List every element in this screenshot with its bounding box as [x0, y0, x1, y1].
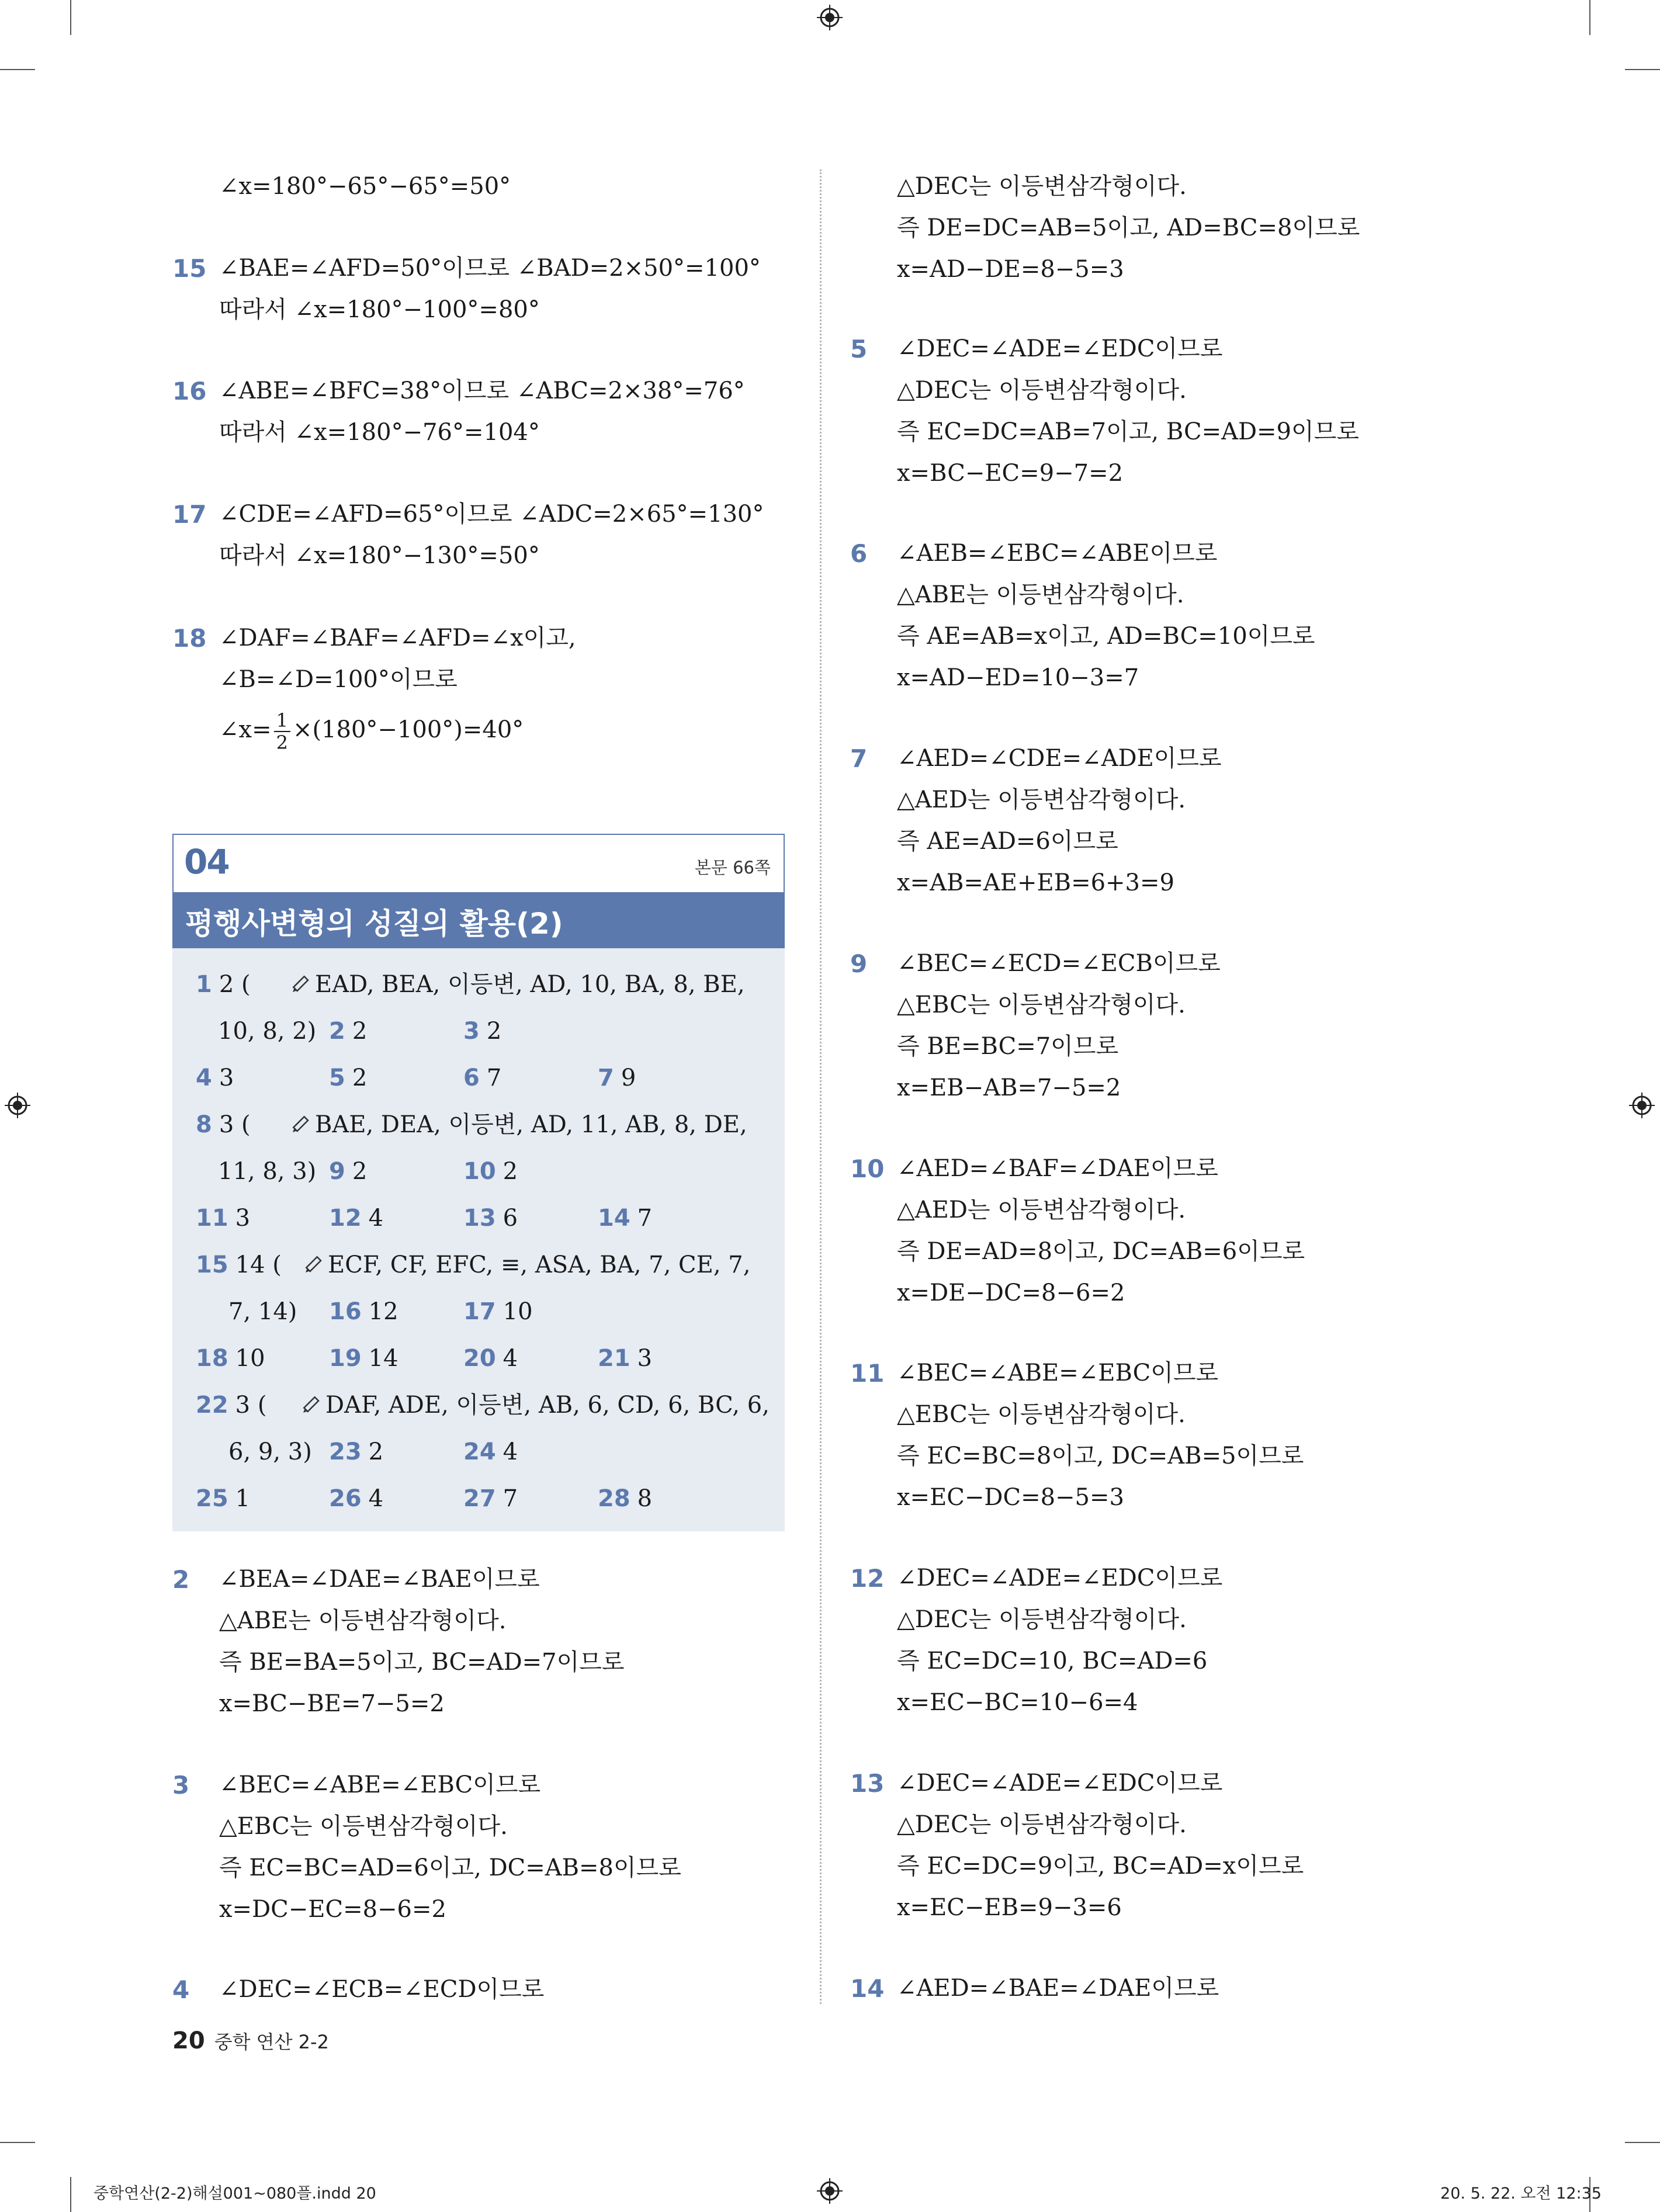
answer-item: [463, 1288, 533, 1335]
solution-line: ∠CDE=∠AFD=65°이므로 ∠ADC=2×65°=130°: [219, 501, 764, 528]
answer-hint-text: ECF, CF, EFC, ≡, ASA, BA, 7, CE, 7,: [328, 1251, 751, 1278]
solution-line: 즉 AE=AB=x이고, AD=BC=10이므로: [897, 623, 1315, 650]
answer-item: [196, 1475, 250, 1522]
solution-number: 2: [172, 1565, 190, 1594]
answer-row: [172, 1382, 785, 1429]
answer-item: [463, 1008, 501, 1055]
print-slug-file: 중학연산(2-2)해설001~080플.indd 20: [93, 2185, 376, 2203]
crop-mark: [0, 2142, 35, 2143]
answer-number: 20: [463, 1345, 496, 1372]
solution-number: 15: [172, 254, 207, 283]
answer-number: 16: [329, 1298, 362, 1325]
answer-row: [172, 1008, 785, 1055]
answer-box-header: [172, 834, 785, 893]
fraction: [274, 710, 290, 753]
answer-hint-text: DAF, ADE, 이등변, AB, 6, CD, 6, BC, 6,: [325, 1392, 770, 1419]
solution-line: x=EC−BC=10−6=4: [897, 1689, 1138, 1716]
crop-mark: [70, 0, 71, 35]
answer-value: 3: [637, 1345, 653, 1372]
print-slug-date: 20. 5. 22. 오전 12:35: [1440, 2185, 1602, 2203]
answer-value: 4: [502, 1345, 518, 1372]
solution-number: 9: [850, 949, 868, 978]
answer-row: [172, 1195, 785, 1242]
solution-line: 즉 AE=AD=6이므로: [897, 828, 1118, 855]
answer-value: 3: [235, 1205, 251, 1232]
answer-value: 7: [486, 1065, 502, 1091]
solution-line: 즉 BE=BA=5이고, BC=AD=7이므로: [219, 1649, 625, 1676]
answer-hint-text: BAE, DEA, 이등변, AD, 11, AB, 8, DE,: [315, 1111, 747, 1138]
answer-value: 3: [219, 1065, 234, 1091]
page-footer: [172, 2027, 329, 2054]
solution-line: x=AD−DE=8−5=3: [897, 256, 1124, 283]
answer-number: 28: [598, 1485, 630, 1512]
crop-mark: [0, 69, 35, 70]
answer-value: 14: [368, 1345, 398, 1372]
solution-line: △ABE는 이등변삼각형이다.: [897, 581, 1184, 608]
answer-item: [329, 1429, 383, 1475]
answer-row: [172, 1335, 785, 1382]
answer-item: [463, 1475, 518, 1522]
answer-row: [172, 1288, 785, 1335]
column-divider: [820, 169, 822, 2004]
answer-item: [598, 1475, 652, 1522]
answer-value: 10: [502, 1298, 533, 1325]
answer-number: 1: [196, 971, 212, 998]
pencil-icon: [289, 1112, 313, 1136]
answer-value: 2: [486, 1018, 502, 1045]
answer-item: [329, 1148, 367, 1195]
solution-line: ∠AED=∠CDE=∠ADE이므로: [897, 745, 1222, 772]
solution-line: x=AD−ED=10−3=7: [897, 664, 1139, 691]
solution-line: ∠AEB=∠EBC=∠ABE이므로: [897, 540, 1218, 567]
answer-number: 22: [196, 1392, 228, 1419]
answer-item: [228, 1288, 297, 1335]
answer-item: [463, 1429, 518, 1475]
answer-number: 24: [463, 1438, 496, 1465]
answer-row: [172, 1055, 785, 1101]
solution-number: 16: [172, 377, 207, 405]
answer-value: 2: [352, 1018, 368, 1045]
answer-number: 11: [196, 1205, 228, 1232]
answer-item: [196, 1242, 282, 1288]
answer-value: 2: [368, 1438, 384, 1465]
solution-line: ∠ABE=∠BFC=38°이므로 ∠ABC=2×38°=76°: [219, 377, 745, 404]
fraction-prefix: ∠x=: [219, 716, 272, 743]
solution-number: 14: [850, 1974, 885, 2003]
fraction-line: [219, 701, 786, 759]
answer-item: [463, 1055, 501, 1101]
answer-value: 4: [502, 1438, 518, 1465]
solution-line: x=BC−EC=9−7=2: [897, 460, 1124, 487]
answer-item: [329, 1008, 367, 1055]
registration-mark-icon: [817, 2178, 843, 2204]
answer-number: 12: [329, 1205, 362, 1232]
answer-hint: [289, 961, 745, 1008]
answer-number: 7: [598, 1065, 614, 1091]
answer-number: 19: [329, 1345, 362, 1372]
answer-item: [196, 1055, 234, 1101]
solution-line: ∠DEC=∠ADE=∠EDC이므로: [897, 1770, 1223, 1797]
book-title: 중학 연산 2-2: [214, 2031, 329, 2053]
answer-row: [172, 1242, 785, 1288]
answer-item: [196, 1101, 251, 1148]
crop-mark: [70, 2177, 71, 2212]
answer-value: 8: [637, 1485, 653, 1512]
solution-line: ∠DEC=∠ADE=∠EDC이므로: [897, 335, 1223, 362]
answer-number: 17: [463, 1298, 496, 1325]
pencil-icon: [302, 1253, 325, 1276]
answer-number: 5: [329, 1065, 345, 1091]
solution-number: 13: [850, 1769, 885, 1798]
solution-line: 즉 EC=DC=9이고, BC=AD=x이므로: [897, 1853, 1304, 1880]
answer-value: 3 (: [235, 1392, 267, 1419]
answer-hint: [289, 1101, 747, 1148]
answer-number: 6: [463, 1065, 480, 1091]
solution-line: ∠AED=∠BAE=∠DAE이므로: [897, 1975, 1219, 2002]
answer-item: [329, 1195, 383, 1242]
solution-line: x=DE−DC=8−6=2: [897, 1280, 1125, 1306]
answer-value: 1: [235, 1485, 251, 1512]
solution-number: 10: [850, 1154, 885, 1183]
answer-number: 13: [463, 1205, 496, 1232]
solution-line: 즉 EC=DC=10, BC=AD=6: [897, 1648, 1208, 1674]
answer-hint: [300, 1382, 770, 1429]
registration-mark-icon: [817, 5, 843, 30]
solution-line: 즉 DE=DC=AB=5이고, AD=BC=8이므로: [897, 214, 1360, 241]
answer-item: [463, 1335, 518, 1382]
answer-value: 2: [352, 1158, 368, 1185]
solution-line: 따라서 ∠x=180°−76°=104°: [219, 419, 540, 446]
solution-number: 6: [850, 539, 868, 568]
answer-value: 4: [368, 1205, 384, 1232]
answer-box: [172, 834, 785, 1531]
answer-value: 7: [502, 1485, 518, 1512]
answer-item: [196, 1382, 266, 1429]
answer-value: 2: [502, 1158, 518, 1185]
answer-item: [218, 1008, 316, 1055]
solution-line: 즉 DE=AD=8이고, DC=AB=6이므로: [897, 1238, 1305, 1265]
answer-value: 3 (: [219, 1111, 251, 1138]
answer-row: [172, 1429, 785, 1475]
solution-line: ∠DEC=∠ADE=∠EDC이므로: [897, 1565, 1223, 1592]
section-number: 04: [184, 842, 229, 882]
answer-row: [172, 1475, 785, 1522]
fraction-suffix: ×(180°−100°)=40°: [292, 716, 524, 743]
answer-item: [196, 1195, 250, 1242]
answer-row: [172, 961, 785, 1008]
answer-list: [172, 948, 785, 1531]
solution-line: ∠BEA=∠DAE=∠BAE이므로: [219, 1566, 540, 1593]
solution-line: 따라서 ∠x=180°−130°=50°: [219, 542, 540, 569]
solution-line: △ABE는 이등변삼각형이다.: [219, 1607, 507, 1634]
answer-number: 27: [463, 1485, 496, 1512]
solution-line: ∠BAE=∠AFD=50°이므로 ∠BAD=2×50°=100°: [219, 255, 761, 282]
crop-mark: [1589, 0, 1590, 35]
answer-value: 14 (: [235, 1251, 282, 1278]
solution-line: △EBC는 이등변삼각형이다.: [219, 1813, 508, 1840]
solution-number: 12: [850, 1564, 885, 1593]
answer-value: 6: [502, 1205, 518, 1232]
answer-value: 9: [621, 1065, 636, 1091]
solution-line: ∠BEC=∠ABE=∠EBC이므로: [897, 1360, 1219, 1386]
solution-line: ∠B=∠D=100°이므로: [219, 666, 458, 693]
solution-line: 즉 EC=BC=AD=6이고, DC=AB=8이므로: [219, 1854, 681, 1881]
continued-lines: [897, 166, 1505, 290]
solution-number: 18: [172, 624, 207, 653]
answer-item: [218, 1148, 316, 1195]
answer-number: 10: [463, 1158, 496, 1185]
solution-line: △DEC는 이등변삼각형이다.: [897, 173, 1187, 200]
registration-mark-icon: [5, 1093, 30, 1118]
page-number: 20: [172, 2027, 205, 2054]
solution-line: 즉 EC=BC=8이고, DC=AB=5이므로: [897, 1443, 1304, 1469]
answer-item: [196, 1335, 265, 1382]
answer-number: 2: [329, 1018, 345, 1045]
answer-item: [196, 961, 251, 1008]
answer-number: 25: [196, 1485, 228, 1512]
answer-value: 2: [352, 1065, 368, 1091]
answer-value: 6, 9, 3): [228, 1438, 312, 1465]
answer-value: 7: [637, 1205, 653, 1232]
answer-item: [329, 1335, 398, 1382]
answer-row: [172, 1101, 785, 1148]
solution-line: ∠DEC=∠ECB=∠ECD이므로: [219, 1976, 545, 2003]
solution-line: x=BC−BE=7−5=2: [219, 1690, 445, 1717]
answer-item: [329, 1288, 398, 1335]
answer-number: 14: [598, 1205, 630, 1232]
solution-line: x=EB−AB=7−5=2: [897, 1074, 1121, 1101]
answer-item: [329, 1475, 383, 1522]
registration-mark-icon: [1629, 1093, 1655, 1118]
answer-box-title-bar: [172, 892, 785, 948]
solution-line: ∠BEC=∠ECD=∠ECB이므로: [897, 950, 1221, 977]
answer-value: 11, 8, 3): [218, 1158, 317, 1185]
crop-mark: [1625, 2142, 1660, 2143]
solution-line: ∠AED=∠BAF=∠DAE이므로: [897, 1155, 1218, 1182]
pencil-icon: [289, 972, 313, 996]
solution-line: x=AB=AE+EB=6+3=9: [897, 869, 1174, 896]
solution-line: 즉 BE=BC=7이므로: [897, 1033, 1119, 1060]
solution-number: 7: [850, 744, 868, 773]
answer-item: [598, 1335, 652, 1382]
solution-line: x=DC−EC=8−6=2: [219, 1896, 446, 1923]
solution-line: ∠DAF=∠BAF=∠AFD=∠x이고,: [219, 625, 576, 651]
answer-number: 8: [196, 1111, 212, 1138]
answer-item: [598, 1055, 636, 1101]
answer-number: 15: [196, 1251, 228, 1278]
answer-value: 12: [368, 1298, 398, 1325]
solution-number: 17: [172, 500, 207, 529]
answer-number: 23: [329, 1438, 362, 1465]
solution-number: 4: [172, 1975, 190, 2004]
answer-number: 18: [196, 1345, 228, 1372]
solution-line: 즉 EC=DC=AB=7이고, BC=AD=9이므로: [897, 418, 1359, 445]
answer-number: 3: [463, 1018, 480, 1045]
answer-value: 10: [235, 1345, 265, 1372]
answer-item: [228, 1429, 312, 1475]
answer-hint-text: EAD, BEA, 이등변, AD, 10, BA, 8, BE,: [315, 971, 745, 998]
answer-item: [463, 1148, 518, 1195]
answer-value: 7, 14): [228, 1298, 297, 1325]
answer-value: 4: [368, 1485, 384, 1512]
solution-line: △EBC는 이등변삼각형이다.: [897, 991, 1186, 1018]
solution-line: x=EC−DC=8−5=3: [897, 1484, 1124, 1511]
answer-item: [598, 1195, 652, 1242]
answer-row: [172, 1148, 785, 1195]
solution-line: △EBC는 이등변삼각형이다.: [897, 1401, 1186, 1428]
solution-number: 5: [850, 335, 868, 363]
solution-line: △AED는 이등변삼각형이다.: [897, 786, 1186, 813]
solution-line: △AED는 이등변삼각형이다.: [897, 1197, 1186, 1223]
answer-number: 26: [329, 1485, 362, 1512]
solution-line: 따라서 ∠x=180°−100°=80°: [219, 296, 540, 323]
page-reference: 본문 66쪽: [694, 858, 771, 878]
answer-number: 9: [329, 1158, 345, 1185]
solution-line: △DEC는 이등변삼각형이다.: [897, 1811, 1187, 1838]
crop-mark: [1625, 69, 1660, 70]
section-title: 평행사변형의 성질의 활용(2): [185, 907, 563, 941]
pencil-icon: [300, 1393, 323, 1416]
answer-item: [329, 1055, 367, 1101]
solution-line: x=EC−EB=9−3=6: [897, 1894, 1122, 1921]
answer-number: 21: [598, 1345, 630, 1372]
answer-number: 4: [196, 1065, 212, 1091]
solution-line: ∠BEC=∠ABE=∠EBC이므로: [219, 1771, 541, 1798]
answer-item: [463, 1195, 518, 1242]
answer-value: 2 (: [219, 971, 251, 998]
answer-hint: [302, 1242, 750, 1288]
continued-line: ∠x=180°−65°−65°=50°: [219, 173, 511, 200]
solution-number: 11: [850, 1359, 885, 1388]
solution-number: 3: [172, 1771, 190, 1800]
answer-value: 10, 8, 2): [218, 1018, 317, 1045]
fraction-numerator: 1: [274, 710, 290, 732]
solution-line: △DEC는 이등변삼각형이다.: [897, 1606, 1187, 1633]
fraction-denominator: 2: [276, 731, 288, 754]
solution-line: △DEC는 이등변삼각형이다.: [897, 377, 1187, 404]
